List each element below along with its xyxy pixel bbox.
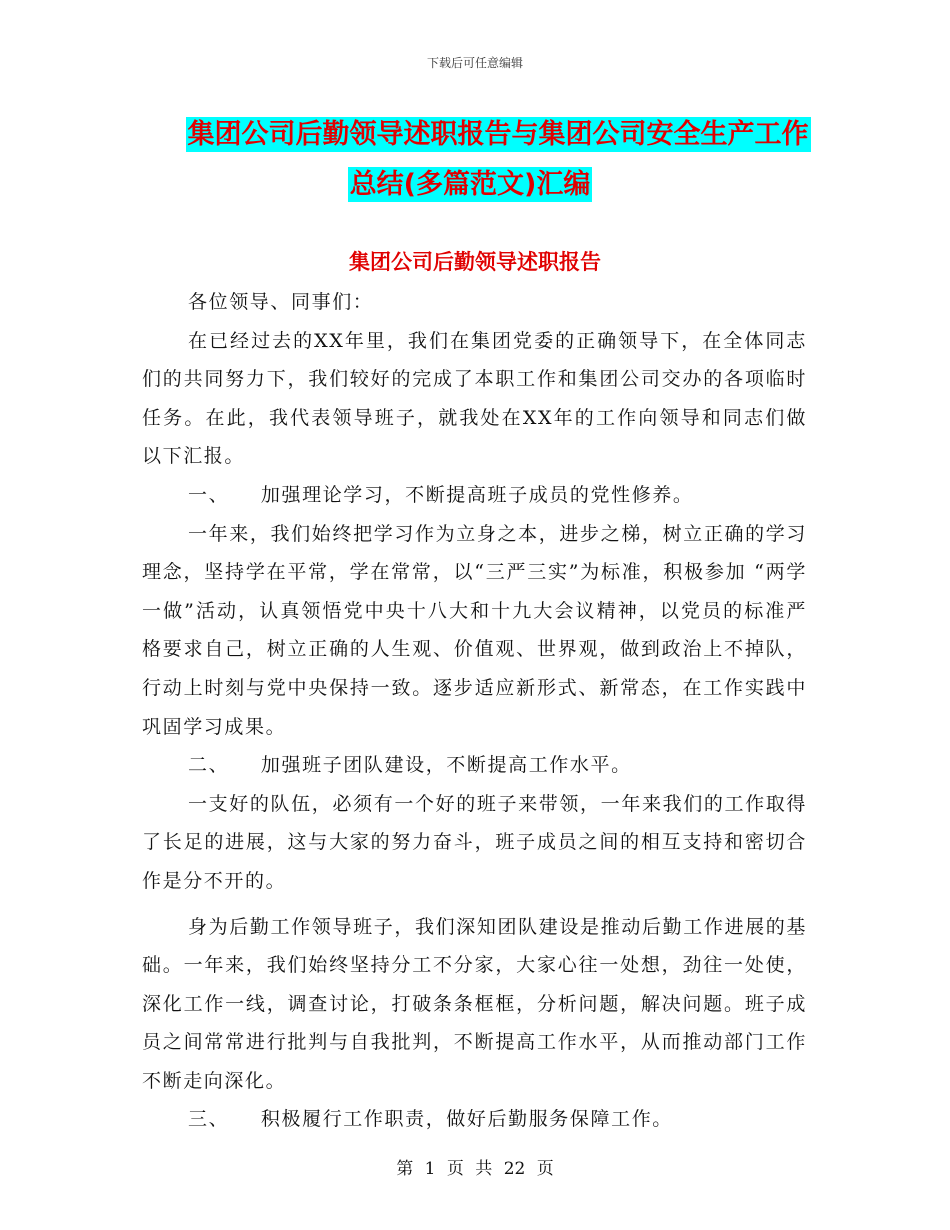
- document-body: [142, 283, 807, 1139]
- section-heading-1: 一、 加强理论学习，不断提高班子成员的党性修养。: [188, 483, 694, 506]
- body-paragraph: 在已经过去的XX年里，我们在集团党委的正确领导下，在全体同志们的共同努力下，我们较好的完成了本职工作和集团公司交办的各项临时任务。在此，我代表领导班子，就我处在XX年的工作向领导和同志们做以下汇报。: [142, 329, 807, 468]
- section-heading-3: 三、 积极履行工作职责，做好后勤服务保障工作。: [188, 1108, 673, 1131]
- section-title: 集团公司后勤领导述职报告: [349, 250, 601, 274]
- body-paragraph: 一支好的队伍，必须有一个好的班子来带领，一年来我们的工作取得了长足的进展，这与大家的努力奋斗，班子成员之间的相互支持和密切合作是分不开的。: [142, 792, 807, 892]
- header-note: 下载后可任意编辑: [426, 56, 523, 70]
- document-title-line-1: 集团公司后勤领导述职报告与集团公司安全生产工作: [187, 119, 809, 150]
- document-title-line-2: 总结(多篇范文)汇编: [349, 169, 591, 200]
- section-heading-2: 二、 加强班子团队建设，不断提高工作水平。: [188, 754, 632, 777]
- page-number-footer: 第 1 页 共 22 页: [396, 1159, 554, 1179]
- salutation-paragraph: 各位领导、同事们：: [188, 291, 374, 313]
- body-paragraph: 身为后勤工作领导班子，我们深知团队建设是推动后勤工作进展的基础。一年来，我们始终坚持分工不分家，大家心往一处想，劲往一处使，深化工作一线，调查讨论，打破条条框框，分析问题，解决问题。班子成员之间常常进行批判与自我批判，不断提高工作水平，从而推动部门工作不断走向深化。: [142, 915, 807, 1092]
- body-paragraph: 一年来，我们始终把学习作为立身之本，进步之梯，树立正确的学习理念，坚持学在平常，学在常常，以“三严三实”为标准，积极参加 “两学一做”活动，认真领悟党中央十八大和十九大会议精神，以党员的标准严格要求自己，树立正确的人生观、价值观、世界观，做到政治上不掉队，行动上时刻与党中央保持一致。逐步适应新形式、新常态，在工作实践中巩固学习成果。: [142, 522, 807, 738]
